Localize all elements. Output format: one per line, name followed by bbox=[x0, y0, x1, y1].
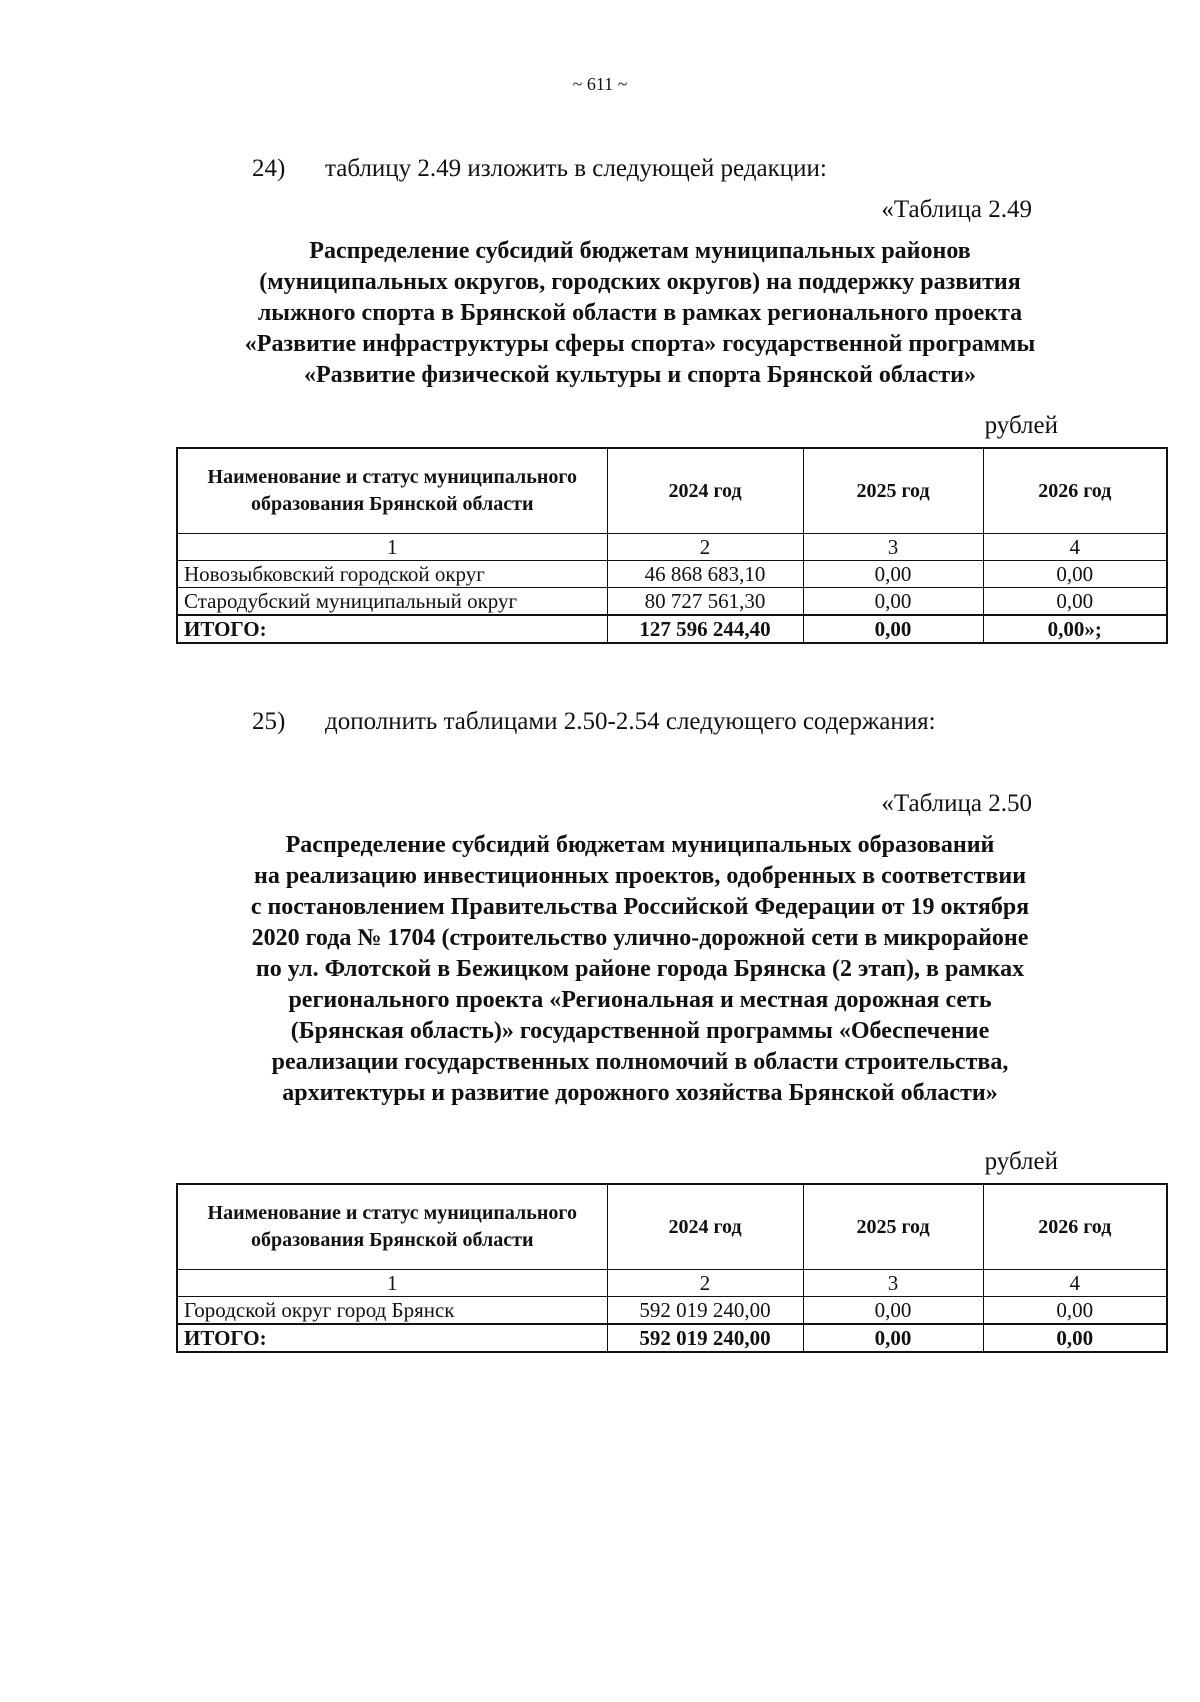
table-2-49-heading bbox=[160, 236, 1120, 391]
heading-line: «Развитие физической культуры и спорта Брянской области» bbox=[303, 362, 976, 388]
total-row bbox=[177, 615, 1167, 643]
row-value-2026: 0,00 bbox=[983, 561, 1167, 588]
total-2024: 592 019 240,00 bbox=[607, 1324, 803, 1352]
header-2025: 2025 год bbox=[803, 448, 983, 534]
header-2026: 2026 год bbox=[983, 1184, 1167, 1270]
heading-line: по ул. Флотской в Бежицком районе города Брянска (2 этап), в рамках bbox=[255, 956, 1025, 982]
table-row bbox=[177, 588, 1167, 616]
row-value-2025: 0,00 bbox=[803, 588, 983, 616]
header-municipality: Наименование и статус муниципального образования Брянской области bbox=[177, 1184, 607, 1270]
row-municipality: Городской округ город Брянск bbox=[177, 1297, 607, 1325]
table-2-49 bbox=[176, 447, 1168, 644]
table-2-50-heading bbox=[160, 830, 1120, 1109]
table-row bbox=[177, 561, 1167, 588]
column-number: 3 bbox=[803, 1270, 983, 1297]
total-label: ИТОГО: bbox=[177, 615, 607, 643]
header-2024: 2024 год bbox=[607, 448, 803, 534]
total-2026: 0,00»; bbox=[983, 615, 1167, 643]
heading-line: Распределение субсидий бюджетам муниципальных образований bbox=[285, 832, 995, 858]
item-25-number: 25) bbox=[252, 708, 286, 735]
row-municipality: Новозыбковский городской округ bbox=[177, 561, 607, 588]
column-number: 1 bbox=[177, 1270, 607, 1297]
total-2026: 0,00 bbox=[983, 1324, 1167, 1352]
column-number-row bbox=[177, 1270, 1167, 1297]
table-2-49-label: «Таблица 2.49 bbox=[881, 196, 1032, 223]
row-value-2025: 0,00 bbox=[803, 1297, 983, 1325]
row-value-2026: 0,00 bbox=[983, 588, 1167, 616]
table-header-row bbox=[177, 448, 1167, 534]
row-municipality: Стародубский муниципальный округ bbox=[177, 588, 607, 616]
column-number: 3 bbox=[803, 534, 983, 561]
item-24-text: таблицу 2.49 изложить в следующей редакции: bbox=[325, 155, 827, 182]
header-2025: 2025 год bbox=[803, 1184, 983, 1270]
row-value-2024: 592 019 240,00 bbox=[607, 1297, 803, 1325]
total-2025: 0,00 bbox=[803, 1324, 983, 1352]
total-row bbox=[177, 1324, 1167, 1352]
column-number: 4 bbox=[983, 1270, 1167, 1297]
row-value-2024: 46 868 683,10 bbox=[607, 561, 803, 588]
heading-line: с постановлением Правительства Российской Федерации от 19 октября bbox=[250, 894, 1030, 920]
total-2025: 0,00 bbox=[803, 615, 983, 643]
table-2-50-label: «Таблица 2.50 bbox=[881, 790, 1032, 817]
heading-line: реализации государственных полномочий в области строительства, bbox=[271, 1049, 1009, 1075]
column-number-row bbox=[177, 534, 1167, 561]
header-2024: 2024 год bbox=[607, 1184, 803, 1270]
item-24 bbox=[252, 155, 1152, 189]
row-value-2025: 0,00 bbox=[803, 561, 983, 588]
item-25 bbox=[252, 708, 1152, 742]
heading-line: на реализацию инвестиционных проектов, одобренных в соответствии bbox=[253, 863, 1027, 889]
table-row bbox=[177, 1297, 1167, 1325]
total-label: ИТОГО: bbox=[177, 1324, 607, 1352]
heading-line: «Развитие инфраструктуры сферы спорта» государственной программы bbox=[244, 331, 1036, 357]
heading-line: 2020 года № 1704 (строительство улично-дорожной сети в микрорайоне bbox=[251, 925, 1029, 951]
heading-line: (Брянская область)» государственной программы «Обеспечение bbox=[290, 1018, 990, 1044]
row-value-2024: 80 727 561,30 bbox=[607, 588, 803, 616]
page-number: ~ 611 ~ bbox=[572, 74, 628, 94]
column-number: 4 bbox=[983, 534, 1167, 561]
item-24-number: 24) bbox=[252, 155, 286, 182]
table-header-row bbox=[177, 1184, 1167, 1270]
table-2-50-units: рублей bbox=[984, 1148, 1058, 1175]
heading-line: Распределение субсидий бюджетам муниципальных районов bbox=[309, 238, 971, 264]
row-value-2026: 0,00 bbox=[983, 1297, 1167, 1325]
heading-line: (муниципальных округов, городских округов) на поддержку развития bbox=[259, 269, 1021, 295]
header-2026: 2026 год bbox=[983, 448, 1167, 534]
table-2-50 bbox=[176, 1183, 1168, 1353]
column-number: 1 bbox=[177, 534, 607, 561]
column-number: 2 bbox=[607, 534, 803, 561]
total-2024: 127 596 244,40 bbox=[607, 615, 803, 643]
heading-line: лыжного спорта в Брянской области в рамках регионального проекта bbox=[257, 300, 1023, 326]
table-2-49-units: рублей bbox=[984, 412, 1058, 439]
header-municipality: Наименование и статус муниципального образования Брянской области bbox=[177, 448, 607, 534]
heading-line: регионального проекта «Региональная и местная дорожная сеть bbox=[288, 987, 992, 1013]
heading-line: архитектуры и развитие дорожного хозяйства Брянской области» bbox=[282, 1080, 998, 1106]
column-number: 2 bbox=[607, 1270, 803, 1297]
item-25-text: дополнить таблицами 2.50-2.54 следующего содержания: bbox=[325, 708, 936, 735]
